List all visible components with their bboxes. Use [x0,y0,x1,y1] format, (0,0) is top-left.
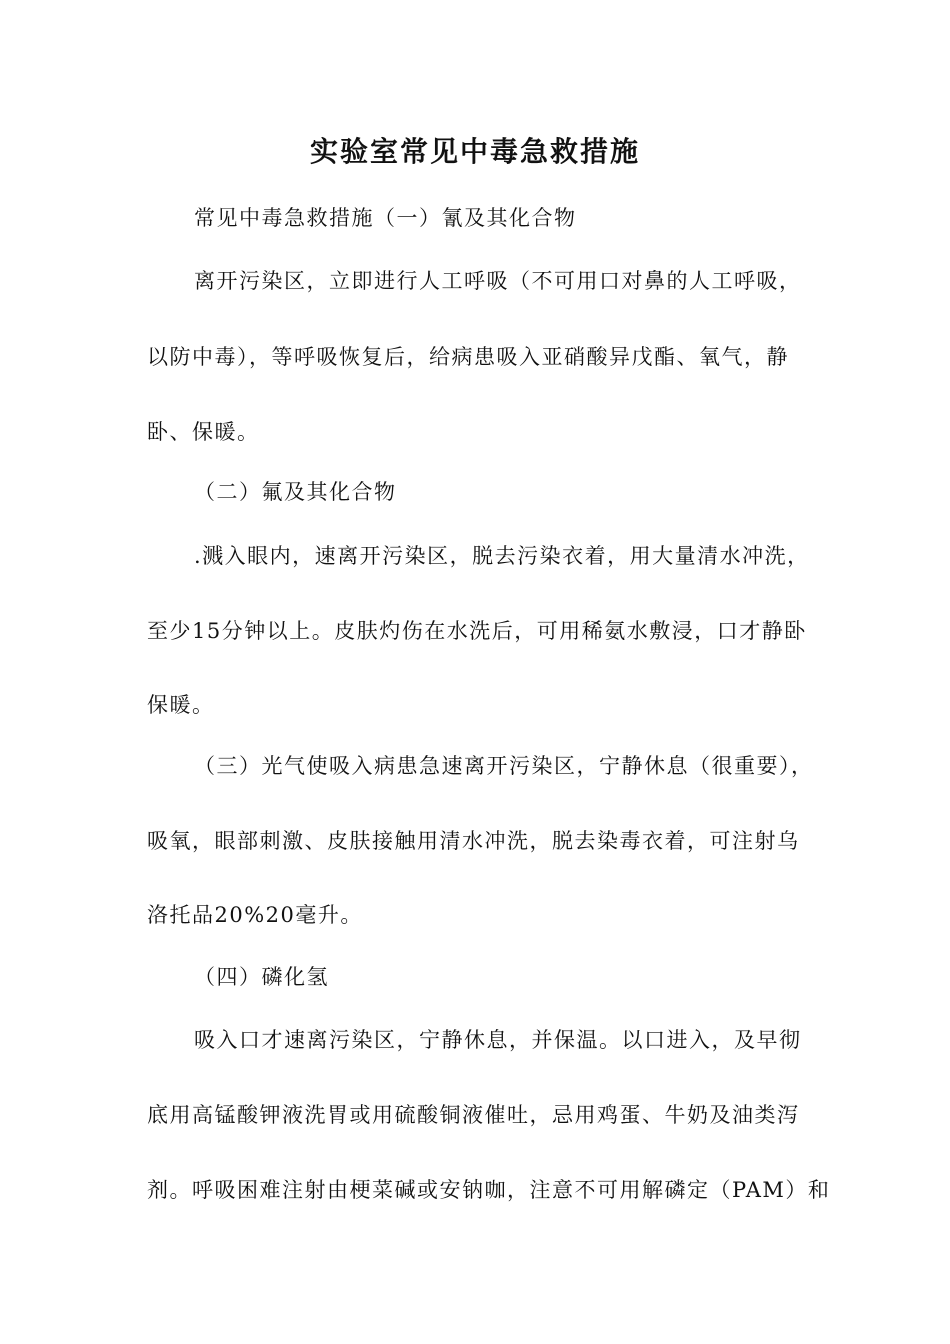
paragraph-line: 剂。呼吸困难注射由梗菜碱或安钠咖，注意不可用解磷定（PAM）和 [147,1178,831,1202]
section-heading-4: （四）磷化氢 [194,965,329,989]
section-heading-3: （三）光气使吸入病患急速离开污染区，宁静休息（很重要）， [194,754,814,778]
paragraph-line: 至少15分钟以上。皮肤灼伤在水洗后，可用稀氨水敷浸，口才静卧 [147,619,807,643]
paragraph-line: 以防中毒），等呼吸恢复后，给病患吸入亚硝酸异戊酯、氧气，静 [147,345,789,369]
paragraph-line: .溅入眼内，速离开污染区，脱去污染衣着，用大量清水冲洗， [194,544,810,568]
section-heading-2: （二）氟及其化合物 [194,480,397,504]
paragraph-line: 卧、保暖。 [147,420,260,444]
paragraph-line: 吸入口才速离污染区，宁静休息，并保温。以口进入，及早彻 [194,1028,802,1052]
document-title: 实验室常见中毒急救措施 [309,135,640,168]
paragraph-line: 洛托品20%20毫升。 [147,903,363,927]
paragraph-line: 保暖。 [147,693,215,717]
section-heading-1: 常见中毒急救措施（一）氰及其化合物 [194,206,577,230]
paragraph-line: 底用高锰酸钾液洗胃或用硫酸铜液催吐，忌用鸡蛋、牛奶及油类泻 [147,1103,800,1127]
paragraph-line: 离开污染区，立即进行人工呼吸（不可用口对鼻的人工呼吸， [194,269,802,293]
paragraph-line: 吸氧，眼部刺激、皮肤接触用清水冲洗，脱去染毒衣着，可注射乌 [147,829,800,853]
